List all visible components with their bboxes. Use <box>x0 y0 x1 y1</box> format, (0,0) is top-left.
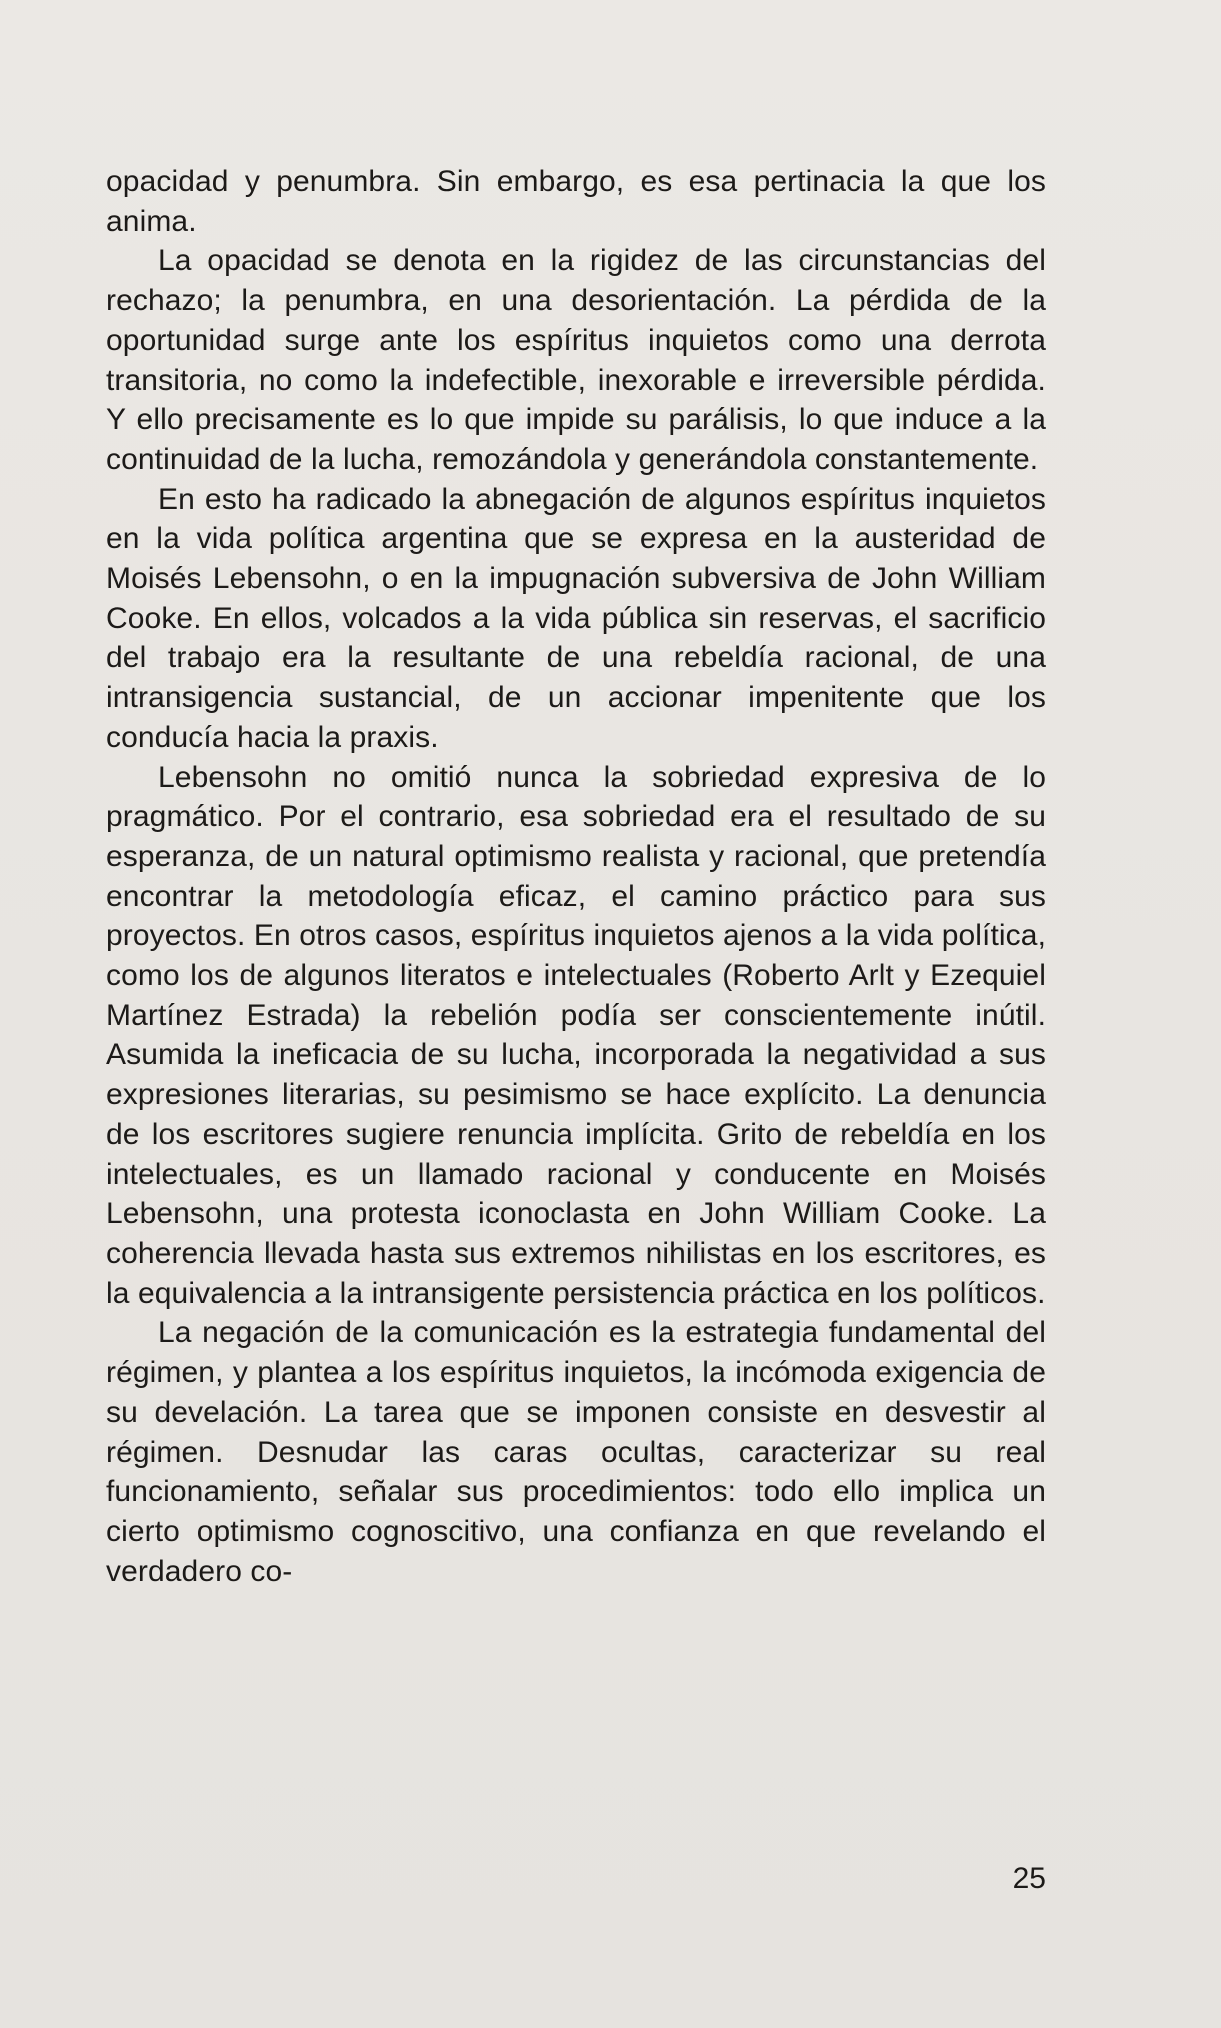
paragraph-2: La opacidad se denota en la rigidez de las circunstancias del rechazo; la penumbra, en una desorientación. La pérdida de la oportunidad surge ante los espíritus inquietos como una derrota transitoria, no como la indefectible, inexorable e irreversible pérdida. Y ello precisamente es lo que impide su parálisis, lo que induce a la continuidad de la lucha, remozándola y generándola constantemente. <box>106 244 1046 476</box>
body-text <box>106 162 1046 1591</box>
page-number: 25 <box>1012 1862 1046 1895</box>
paragraph-3: En esto ha radicado la abnegación de algunos espíritus inquietos en la vida política argentina que se expresa en la austeridad de Moisés Lebensohn, o en la impugnación subversiva de John William Cooke. En ellos, volcados a la vida pública sin reservas, el sacrificio del trabajo era la resultante de una rebeldía racional, de una intransigencia sustancial, de un accionar impenitente que los conducía hacia la praxis. <box>106 482 1046 754</box>
paragraph-5: La negación de la comunicación es la estrategia fundamental del régimen, y plantea a los espíritus inquietos, la incómoda exigencia de su develación. La tarea que se imponen consiste en desvestir al régimen. Desnudar las caras ocultas, caracterizar su real funcionamiento, señalar sus procedimientos: todo ello implica un cierto optimismo cognoscitivo, una confianza en que revelando el verdadero co- <box>106 1316 1046 1588</box>
paragraph-1: opacidad y penumbra. Sin embargo, es esa pertinacia la que los anima. <box>106 165 1046 238</box>
paragraph-4: Lebensohn no omitió nunca la sobriedad expresiva de lo pragmático. Por el contrario, esa sobriedad era el resultado de su esperanza, de un natural optimismo realista y racional, que pretendía encontrar la metodología eficaz, el camino práctico para sus proyectos. En otros casos, espíritus inquietos ajenos a la vida política, como los de algunos literatos e intelectuales (Roberto Arlt y Ezequiel Martínez Estrada) la rebelión podía ser conscientemente inútil. Asumida la ineficacia de su lucha, incorporada la negatividad a sus expresiones literarias, su pesimismo se hace explícito. La denuncia de los escritores sugiere renuncia implícita. Grito de rebeldía en los intelectuales, es un llamado racional y conducente en Moisés Lebensohn, una protesta iconoclasta en John William Cooke. La coherencia llevada hasta sus extremos nihilistas en los escritores, es la equivalencia a la intransigente persistencia práctica en los políticos. <box>106 760 1046 1310</box>
